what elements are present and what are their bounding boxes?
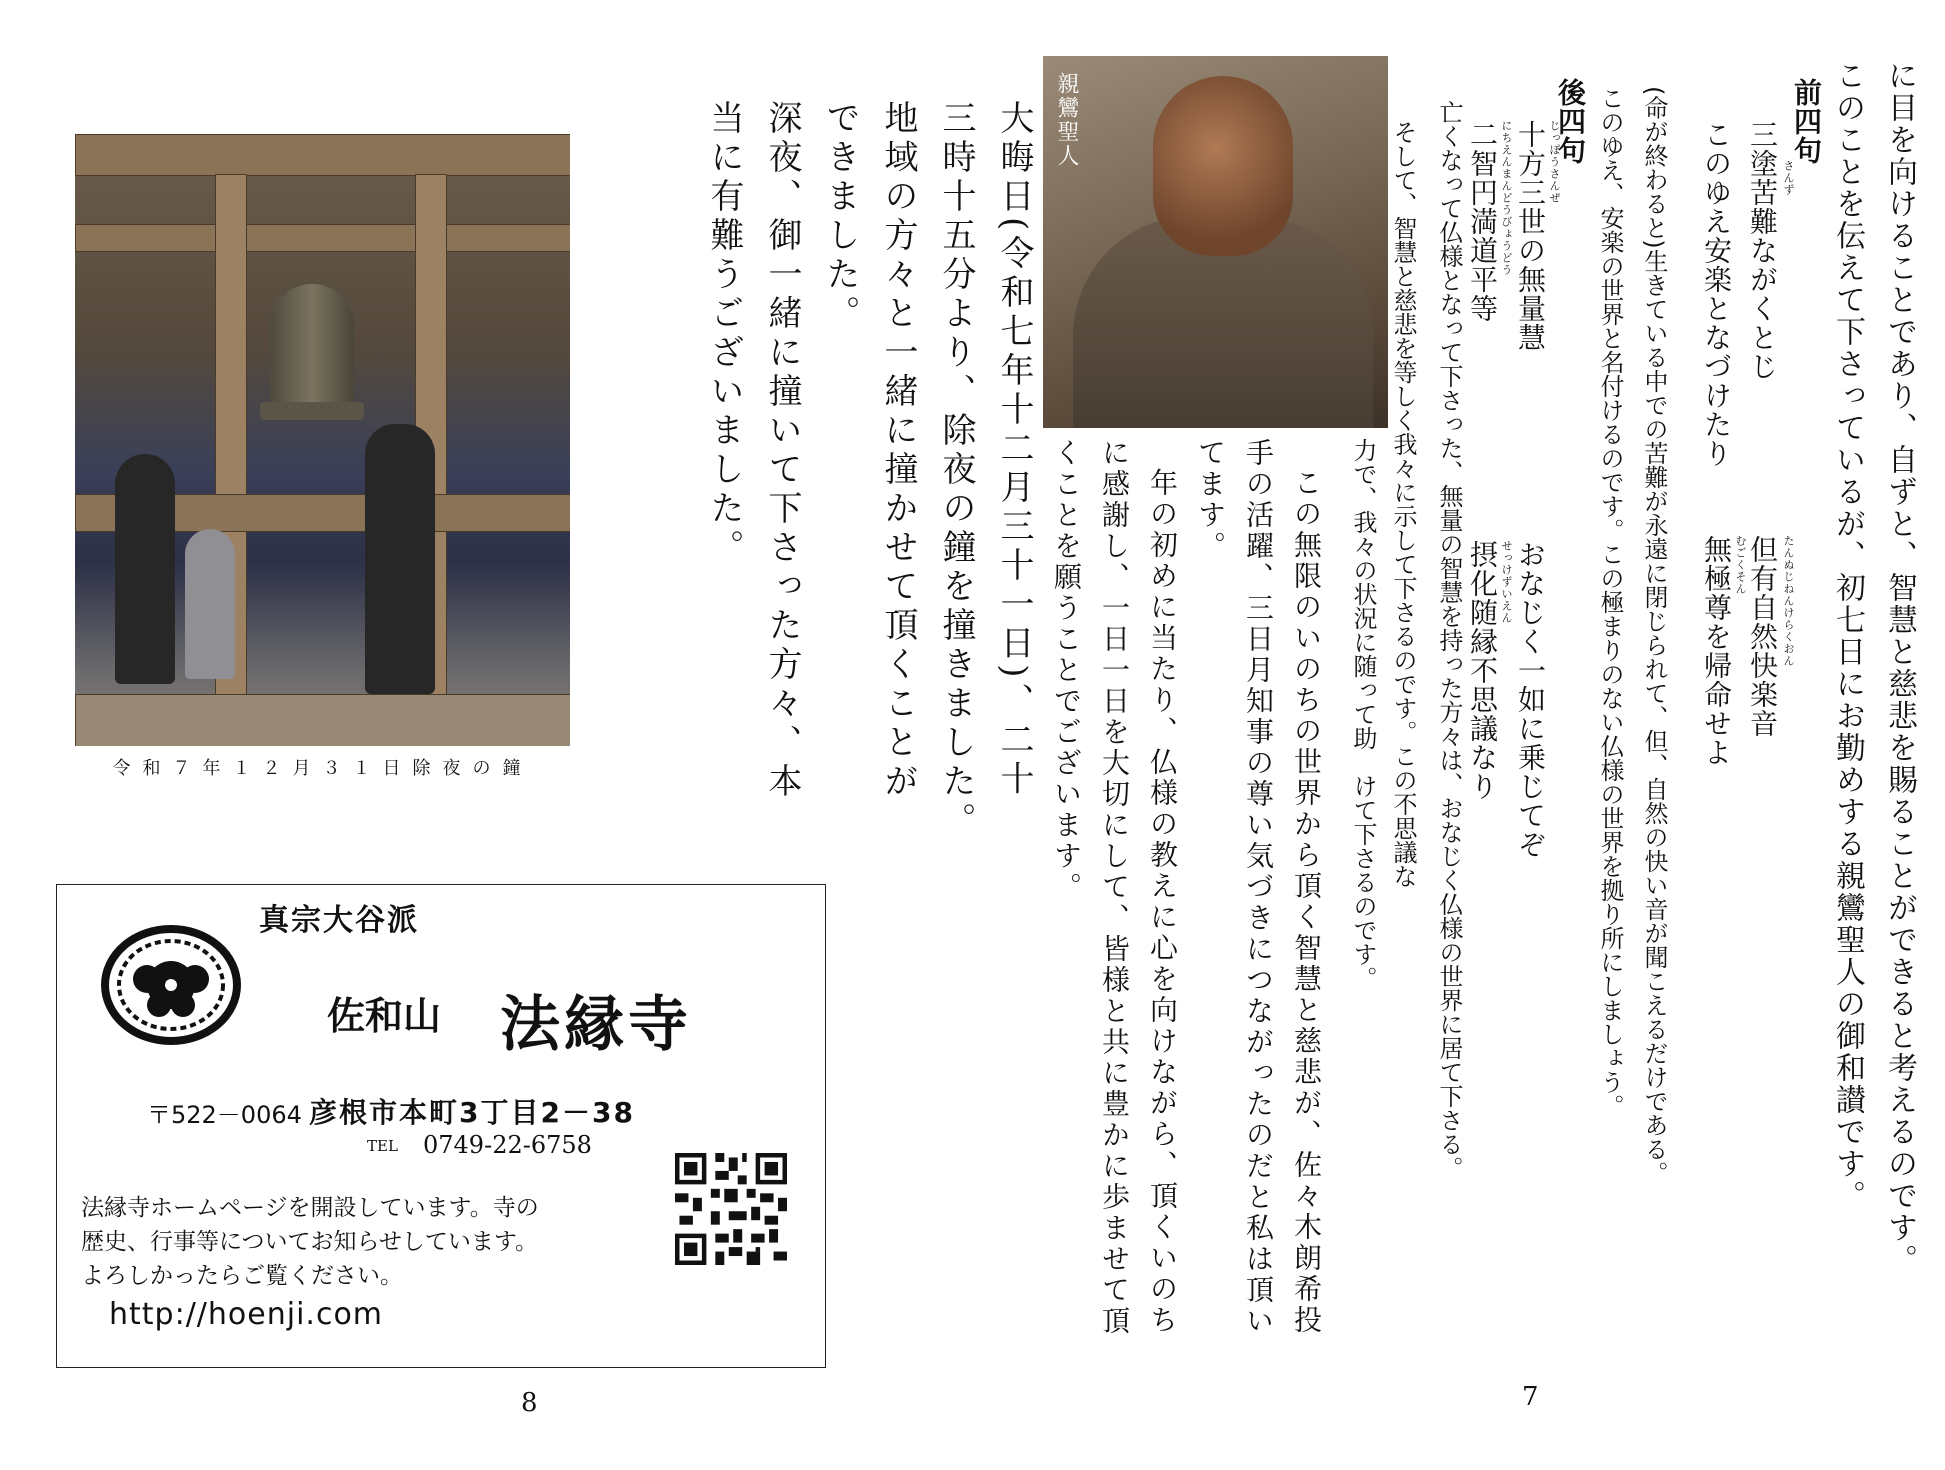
page-number-left: 8: [521, 1388, 538, 1418]
text-line: できました。: [820, 100, 860, 334]
text-line: に感謝し、一日一日を大切にして、皆様と共に豊かに歩ませて頂: [1098, 438, 1131, 1337]
bell-photo: [75, 134, 570, 746]
text-line: くことを願うことでございます。: [1050, 438, 1083, 903]
text-line: このことを伝えて下さっているが、初七日にお勤めする親鸞聖人の御和讃です。: [1830, 60, 1865, 1212]
text-line: 当に有難うございました。: [704, 100, 744, 568]
verse-text: 無極尊を帰命せよ: [1700, 535, 1733, 767]
text-line: 年の初めに当たり、仏様の教えに心を向けながら、頂くいのち: [1146, 468, 1179, 1336]
front-verse-explanation: [1588, 86, 1676, 1316]
text-line: てます。: [1194, 438, 1227, 562]
temple-name: 法縁寺: [500, 990, 692, 1060]
text-line: (命が終わると)生きている中での苦難が永遠に閉じられて、但、自然の快い音が聞こえるだけである。: [1640, 86, 1668, 1185]
text-line: に目を向けることであり、自ずと、智慧と慈悲を賜ることができると考えるのです。: [1882, 60, 1917, 1276]
shinran-portrait-photo: [1043, 56, 1388, 428]
temple-crest-icon: [101, 925, 241, 1045]
ruby-text: たんぬじねんけらくおん: [1782, 535, 1795, 667]
closing-text: [1042, 438, 1330, 1358]
back-verse-heading: 後四句: [1554, 78, 1587, 165]
temple-mountain-name: 佐和山: [327, 994, 442, 1038]
temple-info-box: [56, 884, 826, 1368]
verse-text: 摂化随縁不思議なり: [1466, 540, 1499, 801]
notice-line: 法縁寺ホームページを開設しています。寺の: [81, 1195, 539, 1221]
text-line: 三時十五分より、除夜の鐘を撞きました。: [936, 100, 976, 841]
text-line: 地域の方々と一緒に撞かせて頂くことが: [878, 100, 918, 802]
sect-name: 真宗大谷派: [259, 903, 419, 938]
address: 彦根市本町3丁目2－38: [309, 1096, 635, 1129]
ruby-text: さんず: [1782, 160, 1795, 196]
notice-line: よろしかったらご覧ください。: [81, 1263, 403, 1289]
text-line: 力で、我々の状況に随って助 けて下さるのです。: [1349, 438, 1377, 990]
tel-label: TEL: [367, 1137, 398, 1155]
back-verse-explanation-cont: [1340, 438, 1386, 1338]
ruby-text: じっぽうさんぜ: [1548, 120, 1561, 204]
front-verse-3: このゆえ安楽となづけたり: [1700, 120, 1733, 468]
text-line: 深夜、御一緒に撞いて下さった方々、本: [762, 100, 802, 802]
homepage-notice: [81, 1191, 539, 1293]
postal-code: 〒522－0064: [147, 1101, 302, 1129]
ruby-text: せっけずいえん: [1500, 540, 1513, 624]
page8-main-text: [695, 100, 1043, 860]
page7-intro: [1821, 60, 1925, 1310]
homepage-link[interactable]: http://hoenji.com: [109, 1297, 384, 1332]
ruby-text: にちえんまんどうびょうどう: [1500, 120, 1513, 276]
ruby-text: むごくそん: [1734, 535, 1747, 595]
text-line: そして、智慧と慈悲を等しく我々に示して下さるのです。この不思議な: [1389, 120, 1417, 888]
portrait-label: 親鸞聖人: [1054, 72, 1079, 168]
text-line: 亡くなって仏様となって下さった、無量の智慧を持った方々は、おなじく仏様の世界に居て下さる。: [1435, 100, 1463, 1180]
text-line: 大晦日(令和七年十二月三十一日)、二十: [994, 100, 1034, 800]
back-verse-3: おなじく一如に乗じてぞ: [1514, 540, 1547, 859]
verse-text: 三塗苦難ながくとじ: [1746, 120, 1779, 381]
qr-code-icon[interactable]: [675, 1153, 787, 1265]
back-verse-explanation: [1380, 100, 1472, 1350]
text-line: この無限のいのちの世界から頂く智慧と慈悲が、佐々木朗希投: [1290, 468, 1323, 1336]
verse-text: 但有自然快楽音: [1746, 535, 1779, 738]
page-number-right: 7: [1522, 1382, 1539, 1412]
front-verse-heading: 前四句: [1790, 78, 1823, 165]
tel-number: 0749-22-6758: [423, 1131, 592, 1159]
verse-text: 十方三世の無量慧: [1514, 120, 1547, 352]
text-line: このゆえ、安楽の世界と名付けるのです。この極まりのない仏様の世界を拠り所にしましょう。: [1596, 86, 1624, 1118]
notice-line: 歴史、行事等についてお知らせしています。: [81, 1229, 539, 1255]
photo-caption: 令和７年１２月３１日除夜の鐘: [112, 758, 533, 779]
text-line: 手の活躍、三日月知事の尊い気づきにつながったのだと私は頂い: [1242, 438, 1275, 1337]
verse-text: 二智円満道平等: [1466, 120, 1499, 323]
